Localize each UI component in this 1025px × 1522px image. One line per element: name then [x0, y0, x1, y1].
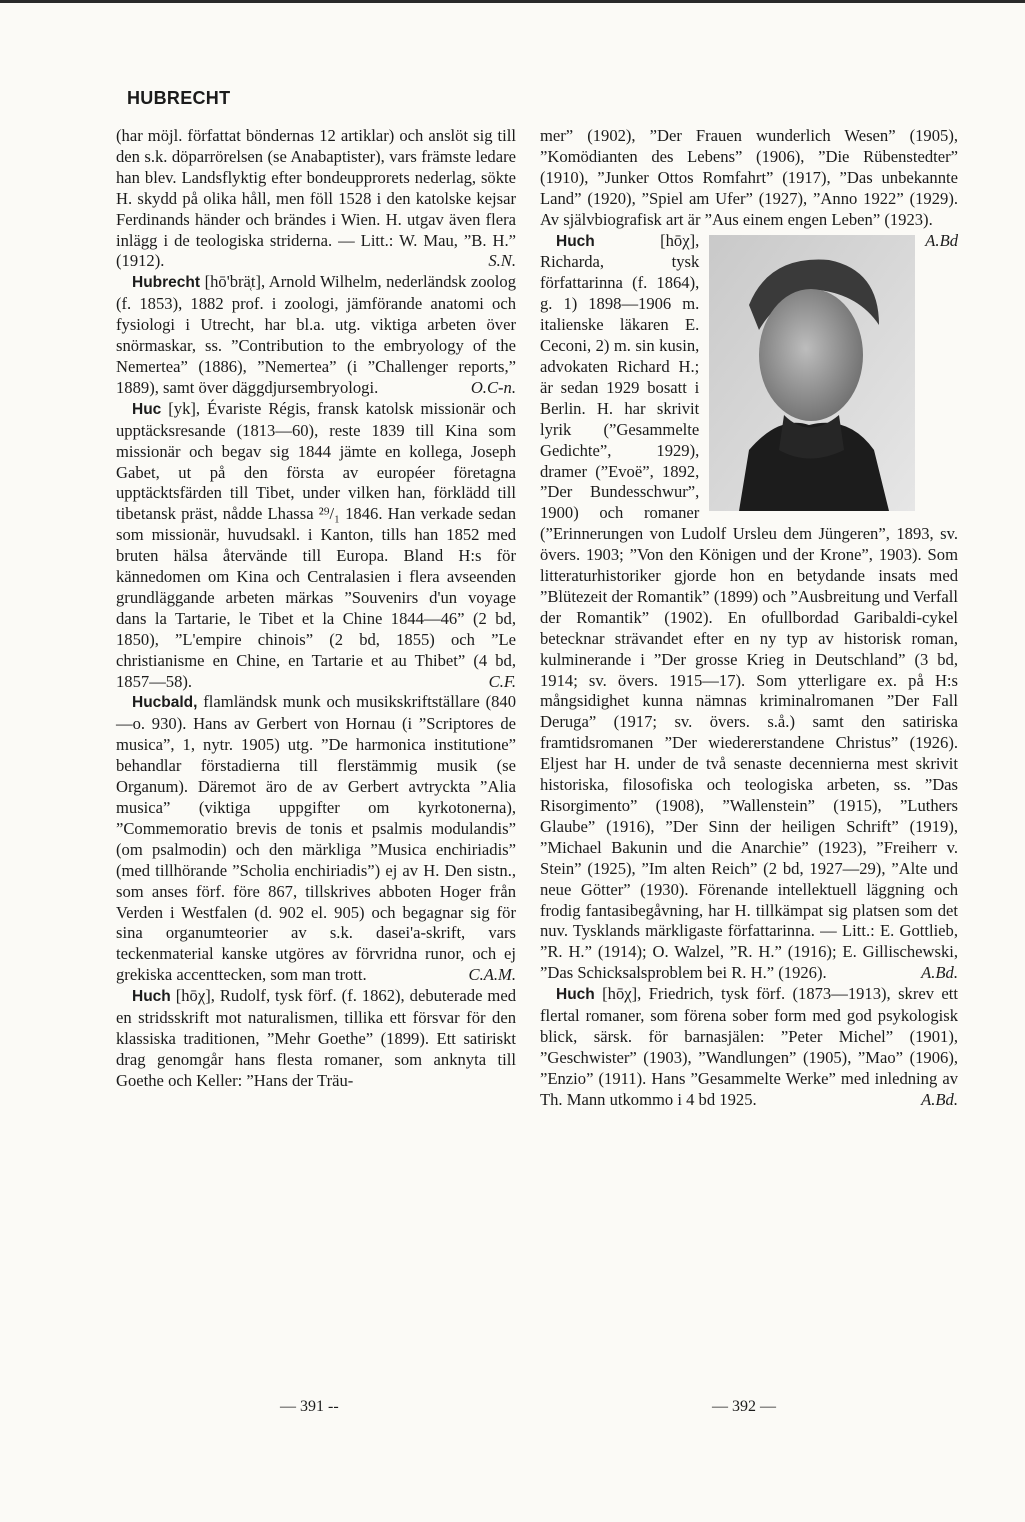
headword: Huch [132, 988, 171, 1006]
page-number-left: — 391 -- [280, 1398, 339, 1415]
entry-text: [hōχ], Richarda, tysk författarinna (f. 1864), g. 1) 1898—1906 m. italienske läkaren E. Ceconi, 2) m. sin kusin, advokaten Richard H.; är sedan 1929 bosatt i Berlin. H. har skrivit lyrik (”Gesammelte Gedichte”, 1929), dramer (”Evoë”, 1892, ”Der Bundesschwur”, 1900) och romaner (”Erinnerungen von Ludolf Ursleu dem Jüngeren”, 1893, sv. övers. 1903; ”Von den Königen und der Krone”, 1903). Som litteraturhistoriker gjorde hon en betydande insats med ”Blütezeit der Romantik” (1899) och ”Ausbreitung und Verfall der Romantik” (1902). En ofullbordad Garibaldi-cykel betecknar strävandet efter en ny typ av historisk roman, kulminerande i ”Der grosse Krieg in Deutschland” (3 bd, 1914; sv. övers. 1915—17). Som ytterligare ex. på H:s mångsidighet kunna nämnas kriminalromanen ”Der Fall Deruga” (1917; sv. övers. s.å.) samt den satiriska framtidsromanen ”Der wiedererstandene Christus” (1926). Eljest har H. under de två senaste decennierna mest skrivit historiska, filosofiska och teologiska arbeten, ss. ”Das Risorgimento” (1908), ”Wallenstein” (1915), ”Luthers Glaube” (1916), ”Der Sinn der heiligen Schrift” (1919), ”Michael Bakunin und die Anarchie” (1923), ”Freiherr v. Stein” (1925), ”Im alten Reich” (2 bd, 1927—29), ”Alte und neue Götter” (1930). Förenande intellektuell läggning och frodig fantasibegåvning, har H. tillkämpat sig platsen som det nuv. Tysklands märkligaste författarinna. — Litt.: E. Gottlieb, ”R. H.” (1914); O. Walzel, ”R. H.” (1916); E. Gillischewski, ”Das Schicksalsproblem bei R. H.” (1926). [540, 230, 958, 983]
headword: Huc [132, 400, 162, 418]
entry-text: flamländsk munk och musikskriftställare (840—o. 930). Hans av Gerbert von Hornau (i ”Scriptores de musica”, 1, nytr. 1905) utg. ”De harmonica institutione” behandlar förstadierna till flerstämmig musik (se Organum). Däremot äro de av Gerbert avtryckta ”Alia musica” (viktiga uppgifter om kyrkotonerna), ”Commemoratio brevis de tonis et psalmis modulandis” (om psalmodin) och den märkliga ”Musica enchiriadis” (med tillhörande ”Scholia enchiriadis”) ej av H. Den sistn., som anses förf. före 867, tillskrives abboten Hoger från Verden i Westfalen (d. 902 el. 905) och begagnar sig för sina organumteorier av s.k. dasei'a-skrift, vars teckenmaterial kanske utgöres av förvridna runor, och ej grekiska accenttecken, som man trott. [116, 692, 516, 985]
right-column [540, 126, 958, 1111]
entry-text: [hō'brä̜t], Arnold Wilhelm, nederländsk zoolog (f. 1853), 1882 prof. i zoologi, jämförande anatomi och fysiologi i Utrecht, har bl.a. utg. viktiga arbeten över snörmaskar, ss. ”Contribution to the embryology of the Nemertea” (1886), ”Nemertea” (i ”Challenger reports,” 1889), samt över däggdjursembryologi. [116, 272, 516, 397]
headword: Huch [556, 986, 595, 1004]
running-head: HUBRECHT [127, 88, 231, 108]
portrait-photo [709, 235, 915, 511]
portrait-image [709, 235, 915, 511]
entry-huch-richarda [540, 231, 958, 985]
signature: S.N. [488, 251, 516, 271]
signature: A.Bd. [921, 963, 958, 983]
entry-hubrecht [116, 272, 516, 398]
signature: O.C-n. [470, 377, 516, 397]
entry-text: [hōχ], Friedrich, tysk förf. (1873—1913), skrev ett flertal romaner, som förena sober form med god psykologisk blick, särsk. för barnasjälen: ”Peter Michel” (1901), ”Geschwister” (1903), ”Wandlungen” (1905), ”Mao” (1906), ”Enzio” (1911). Hans ”Gesammelte Werke” med inledning av Th. Mann utkommo i 4 bd 1925. [540, 984, 958, 1109]
entry-continuation [116, 126, 516, 272]
entry-text: (har möjl. författat böndernas 12 artiklar) och anslöt sig till den s.k. döparrörelsen (se Anabaptister), vars främste ledare han blev. Landsflyktig efter bondeupprorets nederlag, sökte H. skydd på olika håll, men föll 1528 i den katolske kejsar Ferdinands händer och brändes i Wien. H. utgav även flera inlägg i de teologiska striderna. — Litt.: W. Mau, ”B. H.” (1912). [116, 126, 516, 271]
entry-text: mer” (1902), ”Der Frauen wunderlich Wesen” (1905), ”Komödianten des Lebens” (1906), ”Die Rübenstedter” (1910), ”Junker Ottos Romfahrt” (1917), ”Das unbekannte Land” (1920), ”Spiel am Ufer” (1927), ”Anno 1922” (1929). Av självbiografisk art är ”Aus einem engen Leben” (1923). [540, 126, 958, 229]
signature: C.A.M. [468, 965, 516, 985]
entry-text: [yk], Évariste Régis, fransk katolsk missionär och upptäcksresande (1813—60), reste 1839 till Kina som missionär och begav sig 1844 jämte en kollega, Joseph Gabet, ut på den första av européer företagna upptäcktsfärden till Tibet, under vilken han, förklädd till tibetansk präst, nådde Lhassa ²⁹/₁ 1846. Han verkade sedan som missionär, huvudsakl. i Kanton, tills han 1852 med bruten hälsa återvände till Europa. Bland H:s för kännedomen om Kina och Centralasien i flera avseenden grundläggande arbeten märkas ”Souvenirs d'un voyage dans la Tartarie, le Tibet et la Chine 1844—46” (2 bd, 1850), ”L'empire chinois” (2 bd, 1855) och ”Le christianisme en Chine, en Tartarie et au Thibet” (4 bd, 1857—58). [116, 398, 517, 691]
page-number-right: — 392 — [712, 1398, 776, 1415]
headword: Huch [556, 232, 595, 250]
entry-huch-friedrich [540, 984, 958, 1110]
left-column [116, 126, 516, 1092]
entry-hucbald [116, 692, 516, 986]
signature: A.Bd [925, 230, 958, 250]
signature: C.F. [488, 671, 516, 691]
signature: A.Bd. [921, 1089, 958, 1109]
headword: Hubrecht [132, 274, 201, 292]
headword: Hucbald, [132, 694, 198, 712]
entry-huch-rudolf [116, 986, 516, 1092]
entry-huc [116, 399, 516, 693]
entry-text: [hōχ], Rudolf, tysk förf. (f. 1862), debuterade med en stridsskrift mot naturalismen, tillika ett försvar för den klassiska traditionen, ”Mehr Goethe” (1899). Ett satiriskt drag genomgår hans flesta romaner, som anknyta till Goethe och Keller: ”Hans der Träu- [116, 986, 516, 1090]
